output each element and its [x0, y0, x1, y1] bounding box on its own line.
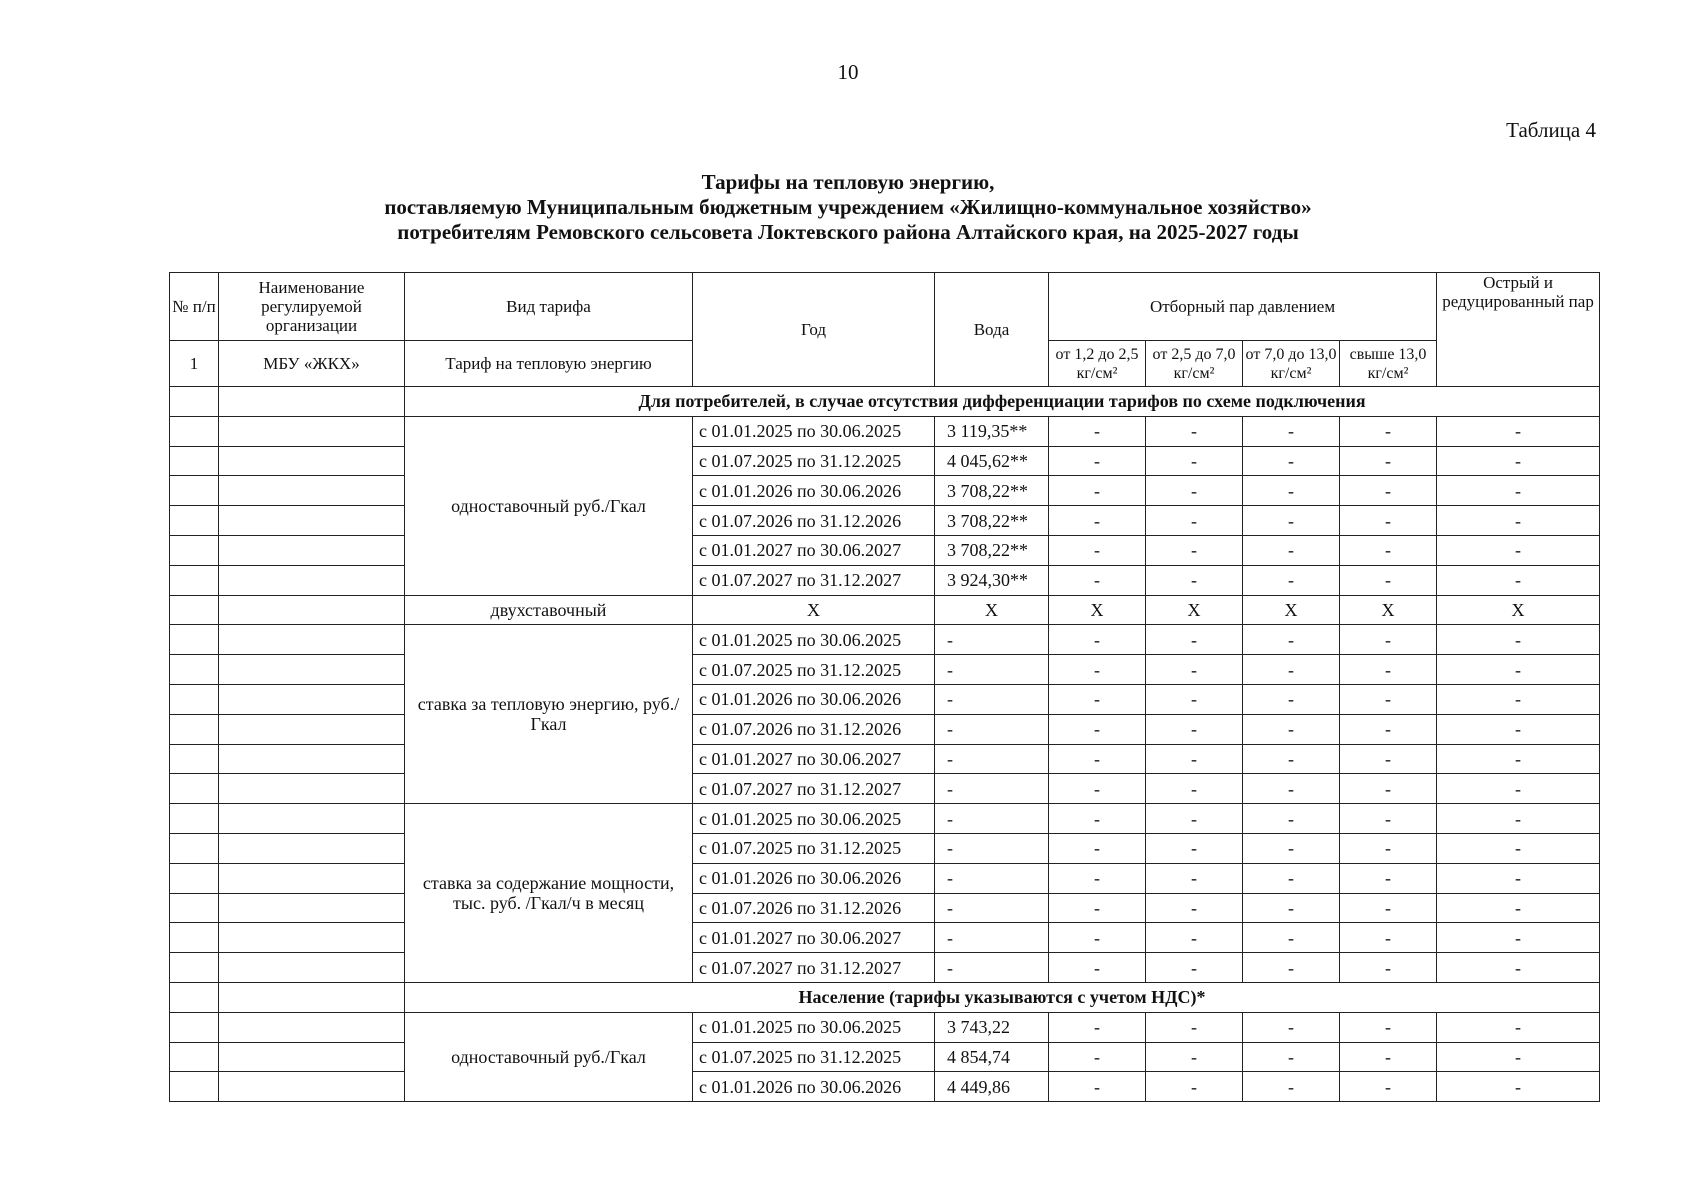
- table-row: [170, 446, 1600, 476]
- water-cell: -: [935, 893, 1049, 923]
- row1-org: МБУ «ЖКХ»: [219, 341, 405, 387]
- x-cell: Х: [935, 595, 1049, 625]
- steam-cell: -: [1146, 863, 1243, 893]
- water-cell: 4 045,62**: [935, 446, 1049, 476]
- steam-cell: -: [1243, 506, 1340, 536]
- org-cell: [219, 893, 405, 923]
- table-row: [170, 893, 1600, 923]
- period-cell: с 01.01.2026 по 30.06.2026: [693, 863, 935, 893]
- steam-cell: -: [1049, 1012, 1146, 1042]
- org-cell: [219, 655, 405, 685]
- water-cell: 4 449,86: [935, 1072, 1049, 1102]
- steam-cell: -: [1243, 476, 1340, 506]
- header-steam-2: от 2,5 до 7,0 кг/см²: [1146, 341, 1243, 387]
- water-cell: 4 854,74: [935, 1042, 1049, 1072]
- tariff-type-energy: ставка за тепловую энергию, руб./Гкал: [405, 625, 693, 804]
- section-title: Население (тарифы указываются с учетом НДС)*: [405, 982, 1600, 1012]
- steam-cell: -: [1049, 416, 1146, 446]
- title-line-2: поставляемую Муниципальным бюджетным учреждением «Жилищно-коммунальное хозяйство»: [384, 195, 1312, 219]
- section-population: [170, 982, 1600, 1012]
- org-cell: [219, 625, 405, 655]
- steam-cell: -: [1340, 923, 1437, 953]
- steam-cell: -: [1340, 535, 1437, 565]
- steam-cell: -: [1243, 684, 1340, 714]
- steam-cell: -: [1146, 476, 1243, 506]
- steam-cell: -: [1437, 1042, 1600, 1072]
- steam-cell: -: [1340, 416, 1437, 446]
- steam-cell: -: [1437, 833, 1600, 863]
- num-cell: [170, 416, 219, 446]
- steam-cell: -: [1437, 774, 1600, 804]
- steam-cell: -: [1146, 1012, 1243, 1042]
- steam-cell: -: [1146, 565, 1243, 595]
- org-cell: [219, 684, 405, 714]
- org-cell: [219, 506, 405, 536]
- steam-cell: -: [1146, 1072, 1243, 1102]
- header-num: № п/п: [170, 273, 219, 341]
- steam-cell: -: [1049, 953, 1146, 983]
- steam-cell: -: [1243, 655, 1340, 685]
- steam-cell: -: [1146, 804, 1243, 834]
- steam-cell: -: [1146, 923, 1243, 953]
- steam-cell: -: [1243, 714, 1340, 744]
- steam-cell: -: [1146, 655, 1243, 685]
- x-cell: Х: [1049, 595, 1146, 625]
- steam-cell: -: [1146, 714, 1243, 744]
- num-cell: [170, 1012, 219, 1042]
- org-cell: [219, 416, 405, 446]
- steam-cell: -: [1340, 625, 1437, 655]
- org-cell: [219, 982, 405, 1012]
- table-row: [170, 923, 1600, 953]
- steam-cell: -: [1049, 893, 1146, 923]
- header-type: Вид тарифа: [405, 273, 693, 341]
- period-cell: с 01.01.2027 по 30.06.2027: [693, 923, 935, 953]
- org-cell: [219, 714, 405, 744]
- steam-cell: -: [1340, 774, 1437, 804]
- water-cell: 3 708,22**: [935, 535, 1049, 565]
- period-cell: с 01.01.2025 по 30.06.2025: [693, 416, 935, 446]
- steam-cell: -: [1146, 506, 1243, 536]
- period-cell: с 01.07.2027 по 31.12.2027: [693, 565, 935, 595]
- x-cell: Х: [1243, 595, 1340, 625]
- title-line-1: Тарифы на тепловую энергию,: [701, 170, 995, 194]
- org-cell: [219, 595, 405, 625]
- steam-cell: -: [1049, 923, 1146, 953]
- steam-cell: -: [1049, 774, 1146, 804]
- steam-cell: -: [1437, 684, 1600, 714]
- num-cell: [170, 387, 219, 417]
- header-sharp-steam: Острый и редуцированный пар: [1437, 273, 1600, 387]
- period-cell: с 01.07.2026 по 31.12.2026: [693, 714, 935, 744]
- period-cell: с 01.07.2025 по 31.12.2025: [693, 655, 935, 685]
- steam-cell: -: [1340, 804, 1437, 834]
- section-title: Для потребителей, в случае отсутствия дифференциации тарифов по схеме подключения: [405, 387, 1600, 417]
- water-cell: 3 119,35**: [935, 416, 1049, 446]
- period-cell: с 01.01.2026 по 30.06.2026: [693, 476, 935, 506]
- num-cell: [170, 804, 219, 834]
- num-cell: [170, 595, 219, 625]
- steam-cell: -: [1049, 535, 1146, 565]
- table-row: [170, 565, 1600, 595]
- steam-cell: -: [1049, 565, 1146, 595]
- steam-cell: -: [1243, 1042, 1340, 1072]
- steam-cell: -: [1437, 446, 1600, 476]
- period-cell: с 01.01.2027 по 30.06.2027: [693, 744, 935, 774]
- water-cell: -: [935, 953, 1049, 983]
- steam-cell: -: [1243, 833, 1340, 863]
- steam-cell: -: [1437, 1072, 1600, 1102]
- steam-cell: -: [1243, 625, 1340, 655]
- steam-cell: -: [1049, 833, 1146, 863]
- num-cell: [170, 1072, 219, 1102]
- num-cell: [170, 535, 219, 565]
- period-cell: с 01.01.2025 по 30.06.2025: [693, 804, 935, 834]
- header-water: Вода: [935, 273, 1049, 387]
- table-row: [170, 476, 1600, 506]
- steam-cell: -: [1340, 684, 1437, 714]
- num-cell: [170, 476, 219, 506]
- table-row: [170, 655, 1600, 685]
- steam-cell: -: [1049, 804, 1146, 834]
- period-cell: с 01.01.2026 по 30.06.2026: [693, 1072, 935, 1102]
- period-cell: с 01.01.2025 по 30.06.2025: [693, 1012, 935, 1042]
- steam-cell: -: [1437, 923, 1600, 953]
- period-cell: с 01.07.2025 по 31.12.2025: [693, 1042, 935, 1072]
- steam-cell: -: [1437, 625, 1600, 655]
- table-row: [170, 804, 1600, 834]
- water-cell: -: [935, 863, 1049, 893]
- steam-cell: -: [1340, 1012, 1437, 1042]
- num-cell: [170, 774, 219, 804]
- org-cell: [219, 476, 405, 506]
- tariff-type-two-rate: двухставочный: [405, 595, 693, 625]
- num-cell: [170, 684, 219, 714]
- tariff-table: [169, 272, 1600, 1102]
- steam-cell: -: [1146, 744, 1243, 774]
- row1-type: Тариф на тепловую энергию: [405, 341, 693, 387]
- header-steam-group: Отборный пар давлением: [1049, 273, 1437, 341]
- header-row: [170, 273, 1600, 341]
- steam-cell: -: [1437, 714, 1600, 744]
- steam-cell: -: [1146, 535, 1243, 565]
- org-cell: [219, 1072, 405, 1102]
- x-cell: Х: [1146, 595, 1243, 625]
- steam-cell: -: [1146, 625, 1243, 655]
- steam-cell: -: [1243, 1012, 1340, 1042]
- num-cell: [170, 625, 219, 655]
- steam-cell: -: [1437, 744, 1600, 774]
- org-cell: [219, 565, 405, 595]
- steam-cell: -: [1243, 1072, 1340, 1102]
- num-cell: [170, 506, 219, 536]
- steam-cell: -: [1340, 1072, 1437, 1102]
- steam-cell: -: [1049, 446, 1146, 476]
- steam-cell: -: [1340, 833, 1437, 863]
- steam-cell: -: [1146, 774, 1243, 804]
- header-steam-1: от 1,2 до 2,5 кг/см²: [1049, 341, 1146, 387]
- steam-cell: -: [1243, 446, 1340, 476]
- steam-cell: -: [1340, 506, 1437, 536]
- two-rate-row: [170, 595, 1600, 625]
- water-cell: -: [935, 744, 1049, 774]
- org-cell: [219, 833, 405, 863]
- steam-cell: -: [1049, 655, 1146, 685]
- org-cell: [219, 774, 405, 804]
- page-number: 10: [837, 60, 859, 84]
- table-row: [170, 744, 1600, 774]
- steam-cell: -: [1049, 714, 1146, 744]
- water-cell: -: [935, 774, 1049, 804]
- num-cell: [170, 982, 219, 1012]
- org-cell: [219, 1042, 405, 1072]
- period-cell: с 01.07.2026 по 31.12.2026: [693, 506, 935, 536]
- steam-cell: -: [1049, 684, 1146, 714]
- org-cell: [219, 535, 405, 565]
- x-cell: Х: [1340, 595, 1437, 625]
- steam-cell: -: [1437, 565, 1600, 595]
- steam-cell: -: [1049, 506, 1146, 536]
- num-cell: [170, 744, 219, 774]
- steam-cell: -: [1340, 565, 1437, 595]
- steam-cell: -: [1243, 744, 1340, 774]
- water-cell: -: [935, 684, 1049, 714]
- num-cell: [170, 923, 219, 953]
- period-cell: с 01.01.2025 по 30.06.2025: [693, 625, 935, 655]
- org-cell: [219, 446, 405, 476]
- steam-cell: -: [1243, 416, 1340, 446]
- table-row: [170, 833, 1600, 863]
- period-cell: с 01.07.2027 по 31.12.2027: [693, 953, 935, 983]
- steam-cell: -: [1437, 416, 1600, 446]
- header-steam-3: от 7,0 до 13,0 кг/см²: [1243, 341, 1340, 387]
- water-cell: -: [935, 655, 1049, 685]
- period-cell: с 01.07.2027 по 31.12.2027: [693, 774, 935, 804]
- num-cell: [170, 655, 219, 685]
- header-year: Год: [693, 273, 935, 387]
- table-row: [170, 714, 1600, 744]
- table-row: [170, 774, 1600, 804]
- steam-cell: -: [1437, 506, 1600, 536]
- table-row: [170, 953, 1600, 983]
- steam-cell: -: [1340, 476, 1437, 506]
- period-cell: с 01.01.2027 по 30.06.2027: [693, 535, 935, 565]
- period-cell: с 01.07.2026 по 31.12.2026: [693, 893, 935, 923]
- steam-cell: -: [1146, 684, 1243, 714]
- period-cell: с 01.07.2025 по 31.12.2025: [693, 446, 935, 476]
- steam-cell: -: [1146, 416, 1243, 446]
- steam-cell: -: [1437, 953, 1600, 983]
- steam-cell: -: [1340, 714, 1437, 744]
- steam-cell: -: [1146, 833, 1243, 863]
- document-title: [0, 170, 1696, 245]
- header-org: Наименование регулируемой организации: [219, 273, 405, 341]
- steam-cell: -: [1146, 1042, 1243, 1072]
- water-cell: -: [935, 804, 1049, 834]
- org-cell: [219, 953, 405, 983]
- org-cell: [219, 863, 405, 893]
- water-cell: -: [935, 833, 1049, 863]
- steam-cell: -: [1049, 863, 1146, 893]
- org-cell: [219, 923, 405, 953]
- steam-cell: -: [1340, 893, 1437, 923]
- water-cell: -: [935, 714, 1049, 744]
- num-cell: [170, 714, 219, 744]
- water-cell: -: [935, 923, 1049, 953]
- steam-cell: -: [1049, 625, 1146, 655]
- x-cell: Х: [693, 595, 935, 625]
- table-row: [170, 506, 1600, 536]
- header-steam-4: свыше 13,0 кг/см²: [1340, 341, 1437, 387]
- water-cell: -: [935, 625, 1049, 655]
- table-row: [170, 625, 1600, 655]
- num-cell: [170, 893, 219, 923]
- steam-cell: -: [1437, 804, 1600, 834]
- steam-cell: -: [1243, 953, 1340, 983]
- steam-cell: -: [1049, 476, 1146, 506]
- tariff-type-single: одноставочный руб./Гкал: [405, 416, 693, 595]
- steam-cell: -: [1437, 535, 1600, 565]
- steam-cell: -: [1146, 953, 1243, 983]
- steam-cell: -: [1243, 535, 1340, 565]
- steam-cell: -: [1243, 804, 1340, 834]
- num-cell: [170, 565, 219, 595]
- steam-cell: -: [1243, 923, 1340, 953]
- steam-cell: -: [1340, 446, 1437, 476]
- table-row: [170, 684, 1600, 714]
- steam-cell: -: [1437, 863, 1600, 893]
- org-cell: [219, 804, 405, 834]
- steam-cell: -: [1437, 893, 1600, 923]
- steam-cell: -: [1340, 953, 1437, 983]
- water-cell: 3 743,22: [935, 1012, 1049, 1042]
- water-cell: 3 924,30**: [935, 565, 1049, 595]
- table-row: [170, 535, 1600, 565]
- table-label: Таблица 4: [1506, 118, 1596, 142]
- steam-cell: -: [1243, 863, 1340, 893]
- title-line-3: потребителям Ремовского сельсовета Локтевского района Алтайского края, на 2025-2027 годы: [397, 220, 1299, 244]
- period-cell: с 01.07.2025 по 31.12.2025: [693, 833, 935, 863]
- tariff-type-capacity: ставка за содержание мощности, тыс. руб. /Гкал/ч в месяц: [405, 804, 693, 983]
- steam-cell: -: [1049, 1072, 1146, 1102]
- steam-cell: -: [1437, 655, 1600, 685]
- steam-cell: -: [1146, 893, 1243, 923]
- org-cell: [219, 744, 405, 774]
- table-row: [170, 1072, 1600, 1102]
- section-consumers: [170, 387, 1600, 417]
- row1-num: 1: [170, 341, 219, 387]
- tariff-type-population-single: одноставочный руб./Гкал: [405, 1012, 693, 1101]
- steam-cell: -: [1243, 893, 1340, 923]
- steam-cell: -: [1243, 774, 1340, 804]
- num-cell: [170, 863, 219, 893]
- table-row: [170, 1042, 1600, 1072]
- num-cell: [170, 953, 219, 983]
- steam-cell: -: [1146, 446, 1243, 476]
- table-row: [170, 1012, 1600, 1042]
- num-cell: [170, 1042, 219, 1072]
- steam-cell: -: [1049, 1042, 1146, 1072]
- table-row: [170, 863, 1600, 893]
- steam-cell: -: [1340, 863, 1437, 893]
- num-cell: [170, 446, 219, 476]
- steam-cell: -: [1437, 1012, 1600, 1042]
- steam-cell: -: [1243, 565, 1340, 595]
- steam-cell: -: [1340, 655, 1437, 685]
- table-row: [170, 416, 1600, 446]
- org-cell: [219, 387, 405, 417]
- steam-cell: -: [1049, 744, 1146, 774]
- org-cell: [219, 1012, 405, 1042]
- water-cell: 3 708,22**: [935, 506, 1049, 536]
- steam-cell: -: [1437, 476, 1600, 506]
- steam-cell: -: [1340, 744, 1437, 774]
- period-cell: с 01.01.2026 по 30.06.2026: [693, 684, 935, 714]
- water-cell: 3 708,22**: [935, 476, 1049, 506]
- x-cell: Х: [1437, 595, 1600, 625]
- num-cell: [170, 833, 219, 863]
- steam-cell: -: [1340, 1042, 1437, 1072]
